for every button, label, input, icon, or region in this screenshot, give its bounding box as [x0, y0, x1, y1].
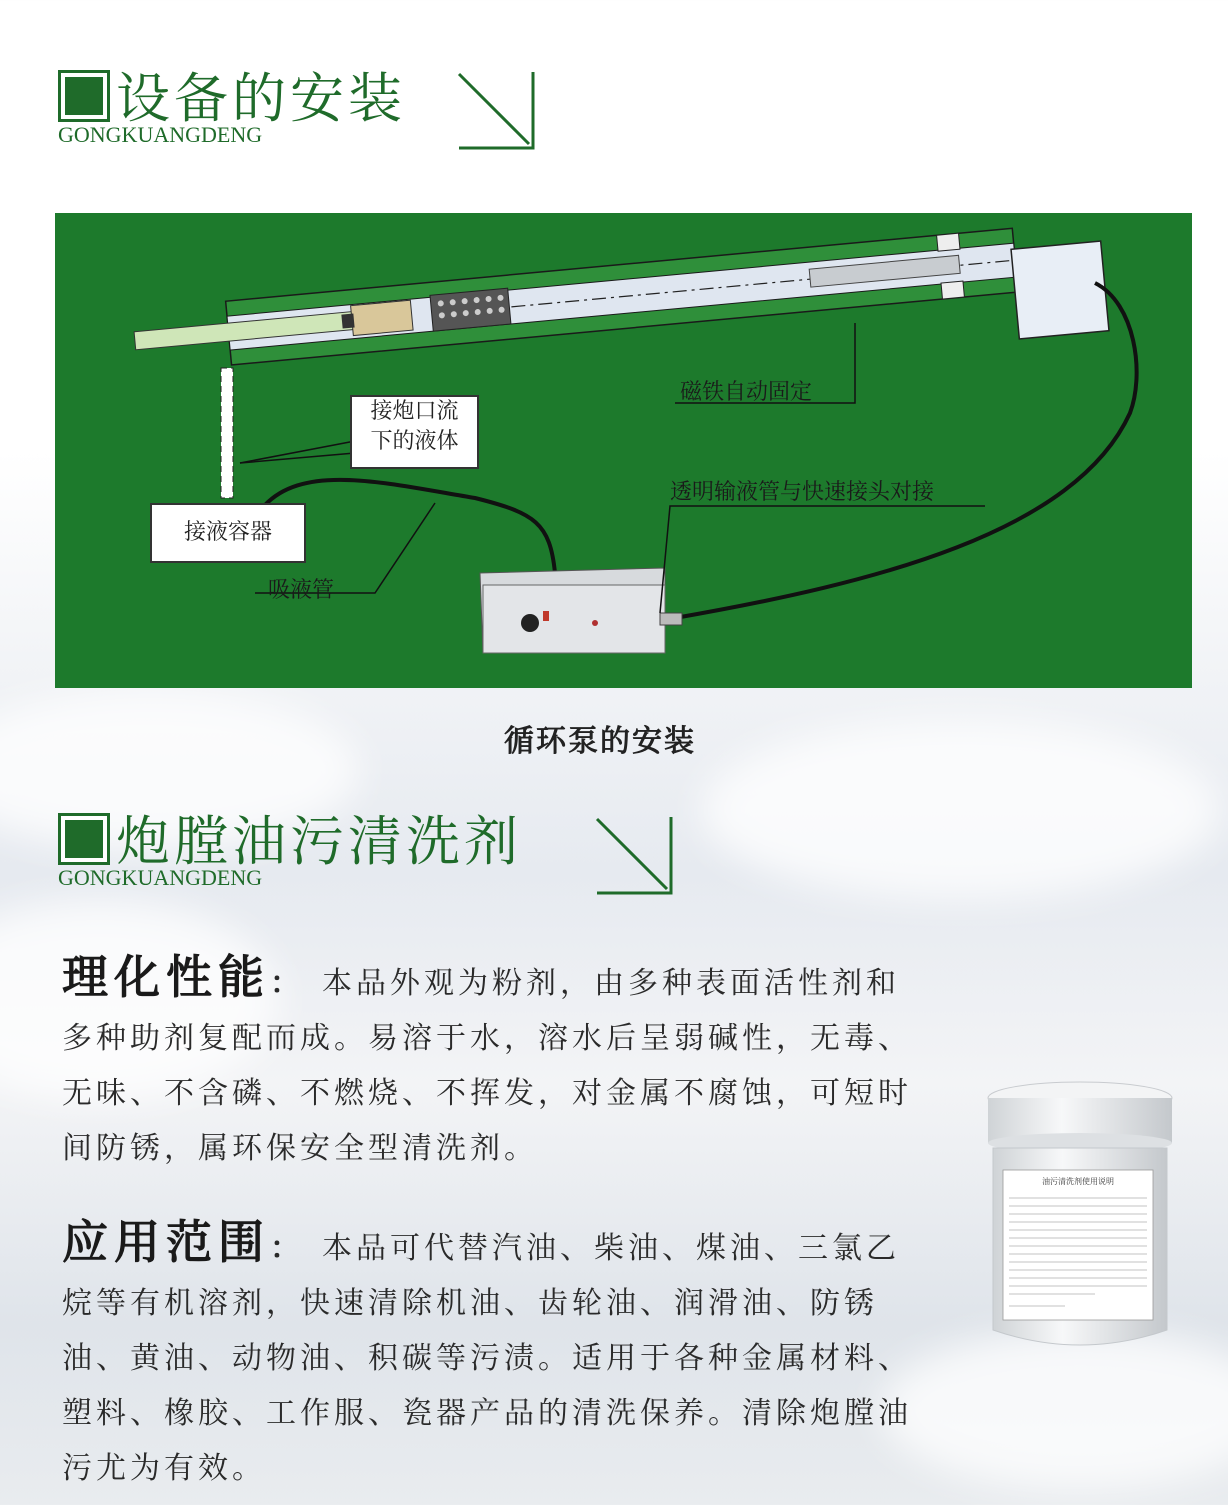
- arrow-down-right-icon: [453, 68, 538, 154]
- label-hose-connector: 透明输液管与快速接头对接: [670, 480, 935, 505]
- diagram-drawing: [55, 213, 1192, 688]
- label-muzzle-liquid: 接炮口流 下的液体: [350, 395, 479, 469]
- label-magnet: 磁铁自动固定: [680, 380, 813, 405]
- green-square-icon: [58, 70, 110, 122]
- properties-paragraph: [62, 950, 922, 1176]
- arrow-down-right-icon: [591, 813, 676, 899]
- application-text: 本品可代替汽油、柴油、煤油、三氯乙烷等有机溶剂，快速清除机油、齿轮油、润滑油、防锈油、黄油、动物油、积碳等污渍。适用于各种金属材料、塑料、橡胶、工作服、瓷器产品的清洗保养。清除炮膛油污尤为有效。: [62, 1231, 912, 1486]
- application-keyword: 应用范围: [62, 1215, 270, 1269]
- section-title: 炮膛油污清洗剂: [116, 810, 522, 873]
- section-subtitle: GONGKUANGDENG: [58, 122, 263, 147]
- jar-drawing: [985, 1080, 1175, 1355]
- product-jar-image: [985, 1080, 1175, 1355]
- jar-label-title: 油污清洗剂使用说明: [1042, 1177, 1114, 1186]
- pump-installation-diagram: [55, 213, 1192, 688]
- section-subtitle: GONGKUANGDENG: [58, 865, 263, 890]
- diagram-caption: 循环泵的安装: [504, 724, 696, 759]
- section-title: 设备的安装: [116, 67, 406, 130]
- label-suction-pipe: 吸液管: [268, 578, 335, 603]
- green-square-icon: [58, 813, 110, 865]
- properties-colon: ：: [270, 966, 304, 1001]
- application-paragraph: [62, 1215, 922, 1496]
- properties-text: 本品外观为粉剂，由多种表面活性剂和多种助剂复配而成。易溶于水，溶水后呈弱碱性，无毒、无味、不含磷、不燃烧、不挥发，对金属不腐蚀，可短时间防锈，属环保安全型清洗剂。: [62, 966, 912, 1166]
- application-colon: ：: [270, 1231, 304, 1266]
- label-container: 接液容器: [150, 503, 306, 563]
- properties-keyword: 理化性能: [62, 950, 270, 1004]
